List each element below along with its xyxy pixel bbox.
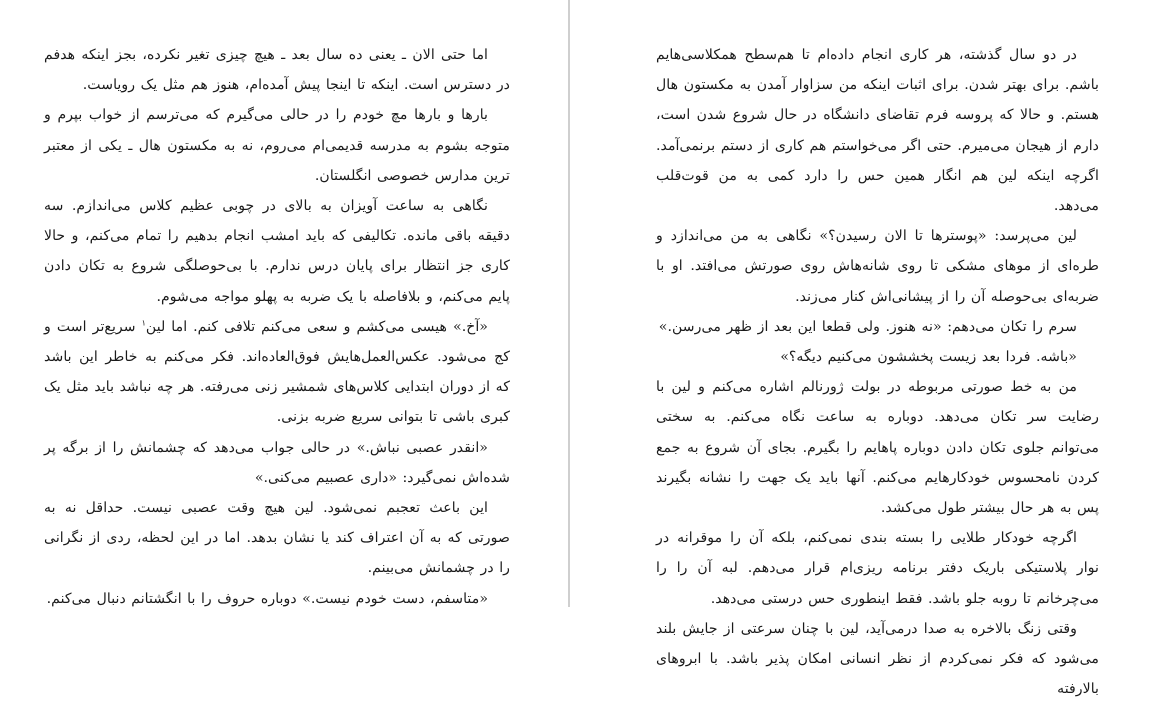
right-paragraph-4: «باشه. فردا بعد زیست پخششون می‌کنیم دیگه؟» (780, 349, 1077, 366)
footnote-marker[interactable]: ۱ (141, 318, 146, 328)
left-paragraph-1: اما حتی الان ـ یعنی ده سال بعد ـ هیچ چیزی تغیر نکرده، بجز اینکه هدفم در دسترس است. اینکه تا اینجا پیش آمده‌ام، هنوز هم مثل یک رویاست. (44, 47, 510, 94)
left-paragraph-6: این باعث تعجبم نمی‌شود. لین هیچ وقت عصبی نیست. حداقل نه به صورتی که به آن اعتراف کند یا نشان بدهد. اما در این لحظه، ردی از نگرانی را در چشمانش می‌بینم. (44, 500, 510, 577)
left-paragraph-7: «متاسفم، دست خودم نیست.» دوباره حروف را با انگشتانم دنبال می‌کنم. (46, 590, 488, 607)
left-paragraph-2: بارها و بارها مچ خودم را در حالی می‌گیرم که می‌ترسم از خواب بپرم و متوجه بشوم به مدرسه قدیمی‌ام می‌روم، نه به مکستون هال ـ یکی از معتبر ترین مدارس خصوصی انگلستان. (44, 107, 510, 184)
left-paragraph-3: نگاهی به ساعت آویزان به بالای در چوبی عظیم کلاس می‌اندازم. سه دقیقه باقی مانده. تکالیفی که باید امشب انجام بدهیم را تمام می‌کنم، و حالا کاری جز انتظار برای پایان درس ندارم. با بی‌حوصلگی شروع به تکان دادن پایم می‌کنم، و بلافاصله با یک ضربه به پهلو مواجه می‌شوم. (44, 198, 510, 305)
right-paragraph-3: سرم را تکان می‌دهم: «نه هنوز. ولی قطعا این بعد از ظهر می‌رسن.» (658, 318, 1077, 335)
left-paragraph-4-start: «آخ.» هیسی می‌کشم و سعی می‌کنم تلافی کنم. اما لین (145, 318, 488, 335)
right-paragraph-2: لین می‌پرسد: «پوسترها تا الان رسیدن؟» نگاهی به من می‌اندازد و طره‌ای از موهای مشکی تا روی شانه‌هاش روی صورتش می‌افتد. او با ضربه‌ای بی‌حوصله آن را از پیشانی‌اش کنار می‌زند. (656, 228, 1099, 305)
left-paragraph-5: «انقدر عصبی نباش.» در حالی جواب می‌دهد که چشمانش را از برگه پر شده‌اش نمی‌گیرد: «داری عصبیم می‌کنی.» (44, 439, 510, 486)
right-paragraph-5: من به خط صورتی مربوطه در بولت ژورنالم اشاره می‌کنم و لین با رضایت سر تکان می‌دهد. دوباره به ساعت نگاه می‌کنم. به سختی می‌توانم جلوی تکان دادن دوباره پاهایم را بگیرم. بجای آن شروع به جمع کردن نامحسوس خودکارهایم می‌کنم. آنها باید یک جهت را نشانه بگیرند پس به هر حال بیشتر طول می‌کشد. (656, 379, 1099, 517)
right-page (570, 0, 1149, 698)
right-paragraph-1: در دو سال گذشته، هر کاری انجام داده‌ام تا هم‌سطح همکلاسی‌هایم باشم. برای بهتر شدن. برای اثبات اینکه من سزاوار آمدن به مکستون هال هستم. و حالا که پروسه فرم تقاضای دانشگاه در حال شروع شدن است، دارم از هیجان می‌میرم. حتی اگر می‌خواستم هم کاری از دستم برنمی‌آمد. اگرچه اینکه لین هم انگار همین حس را دارد کمی به من قوت‌قلب می‌دهد. (656, 47, 1099, 215)
left-page (0, 0, 568, 607)
left-paragraph-4 (44, 312, 510, 433)
right-paragraph-6: اگرچه خودکار طلایی را بسته بندی نمی‌کنم، بلکه آن را موقرانه در نوار پلاستیکی باریک دفتر برنامه ریزی‌ام قرار می‌دهم. لبه آن را را می‌چرخانم تا روبه جلو باشد. فقط اینطوری حس درستی می‌دهد. (656, 530, 1099, 607)
left-paragraph-4-end: سریع‌تر است و کج می‌شود. عکس‌العمل‌هایش فوق‌العاده‌اند. فکر می‌کنم به خاطر این باشد که از دوران ابتدایی کلاس‌های شمشیر زنی می‌رفته. هر چه نباشد باید مثل یک کبری باشی تا بتوانی سریع ضربه بزنی. (44, 318, 510, 426)
right-paragraph-7: وقتی زنگ بالاخره به صدا درمی‌آید، لین با چنان سرعتی از جایش بلند می‌شود که فکر نمی‌کردم از نظر انسانی امکان پذیر باشد. با ابروهای بالارفته (656, 620, 1099, 698)
